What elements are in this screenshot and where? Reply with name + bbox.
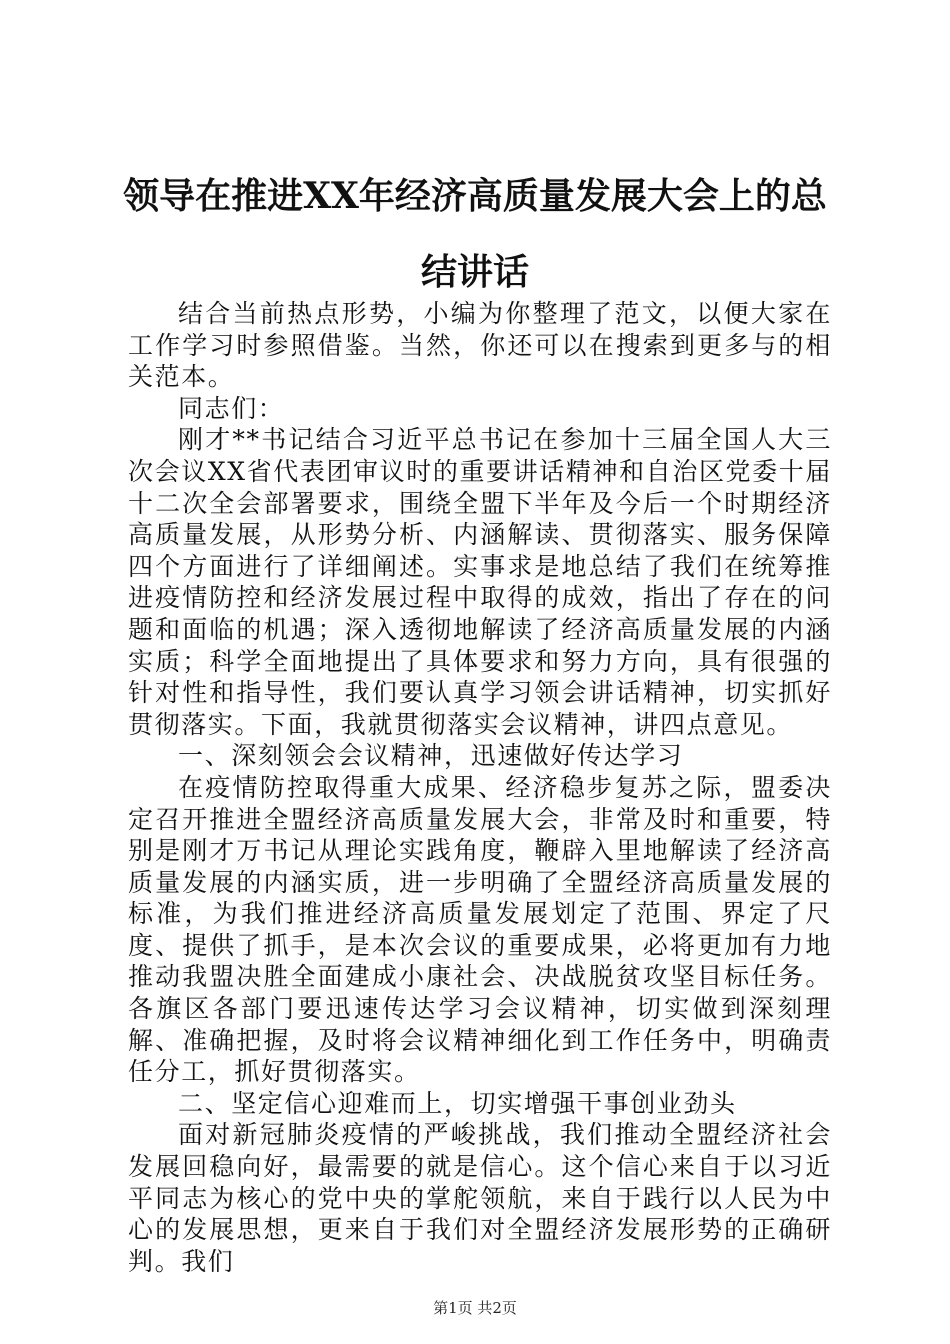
salutation: 同志们： bbox=[178, 393, 285, 423]
document-body bbox=[128, 298, 832, 1277]
section-heading-1: 一、深刻领会会议精神，迅速做好传达学习 bbox=[178, 741, 684, 771]
page-number-footer: 第1页 共2页 bbox=[433, 1299, 517, 1317]
intro-paragraph: 结合当前热点形势，小编为你整理了范文，以便大家在工作学习时参照借鉴。当然，你还可以在搜索到更多与的相关范本。 bbox=[128, 299, 832, 392]
body-paragraph: 在疫情防控取得重大成果、经济稳步复苏之际，盟委决定召开推进全盟经济高质量发展大会，非常及时和重要，特别是刚才万书记从理论实践角度，鞭辟入里地解读了经济高质量发展的内涵实质，进一步明确了全盟经济高质量发展的标准，为我们推进经济高质量发展划定了范围、界定了尺度、提供了抓手，是本次会议的重要成果，必将更加有力地推动我盟决胜全面建成小康社会、决战脱贫攻坚目标任务。各旗区各部门要迅速传达学习会议精神，切实做到深刻理解、准确把握，及时将会议精神细化到工作任务中，明确责任分工，抓好贯彻落实。 bbox=[128, 772, 832, 1087]
body-paragraph: 面对新冠肺炎疫情的严峻挑战，我们推动全盟经济社会发展回稳向好，最需要的就是信心。这个信心来自于以习近平同志为核心的党中央的掌舵领航，来自于践行以人民为中心的发展思想，更来自于我们对全盟经济发展形势的正确研判。我们 bbox=[128, 1120, 832, 1276]
document-title: 领导在推进XX年经济高质量发展大会上的总结讲话 bbox=[123, 175, 827, 293]
body-paragraph: 刚才**书记结合习近平总书记在参加十三届全国人大三次会议XX省代表团审议时的重要讲话精神和自治区党委十届十二次全会部署要求，围绕全盟下半年及今后一个时期经济高质量发展，从形势分析、内涵解读、贯彻落实、服务保障四个方面进行了详细阐述。实事求是地总结了我们在统筹推进疫情防控和经济发展过程中取得的成效，指出了存在的问题和面临的机遇；深入透彻地解读了经济高质量发展的内涵实质；科学全面地提出了具体要求和努力方向，具有很强的针对性和指导性，我们要认真学习领会讲话精神，切实抓好贯彻落实。下面，我就贯彻落实会议精神，讲四点意见。 bbox=[128, 425, 832, 739]
section-heading-2: 二、坚定信心迎难而上，切实增强干事创业劲头 bbox=[178, 1088, 737, 1118]
